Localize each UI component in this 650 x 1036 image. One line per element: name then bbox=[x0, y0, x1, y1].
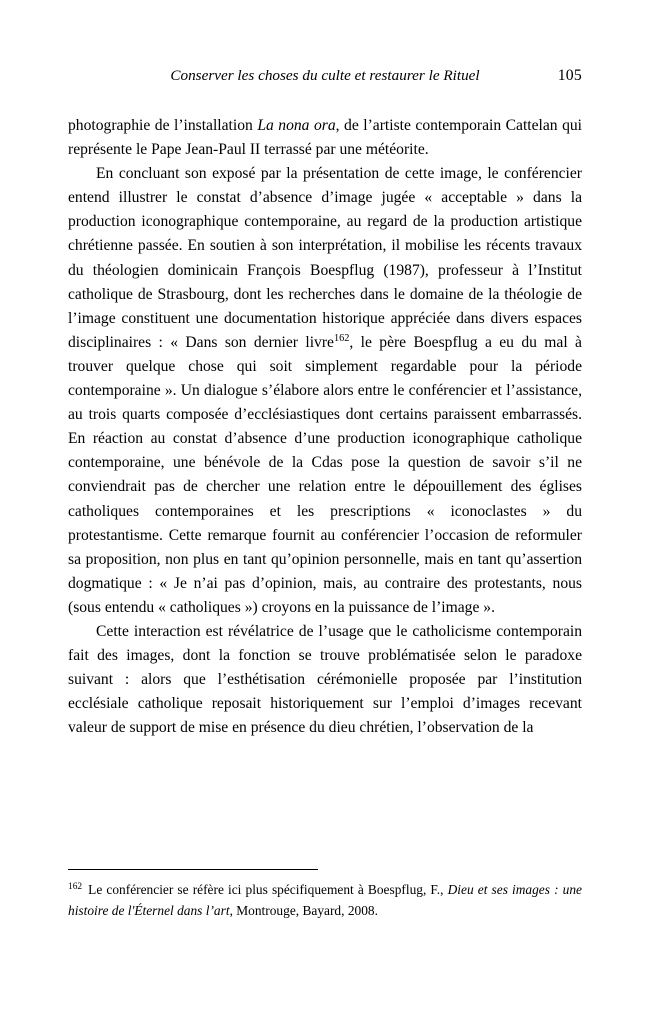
paragraph-3 bbox=[68, 620, 582, 740]
footnote-separator-rule bbox=[68, 869, 318, 870]
footnote-text bbox=[68, 882, 582, 918]
running-head-title: Conserver les choses du culte et restaurer le Rituel bbox=[170, 67, 480, 84]
text-run: photographie de l’installation bbox=[68, 117, 258, 134]
footnote-area bbox=[68, 869, 582, 921]
text-run: En concluant son exposé par la présentation de cette image, le conférencier entend illustrer le constat d’absence d’image jugée « acceptable » dans la production iconographique contemporaine, au regard de la production artistique chrétienne passée. En soutien à son interprétation, il mobilise les récents travaux du théologien dominicain François Boespflug (1987), professeur à l’Institut catholique de Strasbourg, dont les recherches dans le domaine de la théologie de l’image constituent une documentation historique appréciée dans divers espaces disciplinaires : « Dans son dernier livre bbox=[68, 165, 582, 351]
text-run: , de l’artiste contemporain Cattelan qui représente le Pape Jean-Paul II terrassé par une météorite. bbox=[68, 117, 583, 159]
paragraph-2 bbox=[68, 162, 582, 620]
italic-run: Dieu et ses images : une histoire de l'Éternel dans l’art bbox=[68, 882, 582, 919]
text-run: Le conférencier se réfère ici plus spécifiquement à Boespflug, F., bbox=[84, 882, 448, 897]
text-run: Cette interaction est révélatrice de l’usage que le catholicisme contemporain fait des images, dont la fonction se trouve problématisée selon le paradoxe suivant : alors que l’esthétisation cérémonielle proposée par l’institution ecclésiale catholique reposait historiquement sur l’emploi d’images recevant valeur de support de mise en présence du dieu chrétien, l’observation de la bbox=[68, 622, 582, 737]
text-run: , Montrouge, Bayard, 2008. bbox=[229, 903, 378, 919]
page-number: 105 bbox=[557, 67, 582, 84]
footnote-162 bbox=[68, 879, 582, 921]
body-text-column bbox=[68, 114, 582, 740]
paragraph-1 bbox=[68, 114, 582, 162]
text-run: , le père Boespflug a eu du mal à trouver quelque chose qui soit simplement regardable pour la période contemporaine ». Un dialogue s’élabore alors entre le conférencier et l’assistance, au trois quarts composée d’ecclésiastiques dont certains paraissent embarrassés. En réaction au constat d’absence d’une production iconographique catholique contemporaine, une bénévole de la Cdas pose la question de savoir s’il ne conviendrait pas de chercher une relation entre le dépouillement des églises catholiques contemporaines et les prescriptions « iconoclastes » du protestantisme. Cette remarque fournit au conférencier l’occasion de reformuler sa proposition, non plus en tant qu’opinion personnelle, mais en tant qu’assertion dogmatique : « Je n’ai pas d’opinion, mais, au contraire des protestants, nous (sous entendu « catholiques ») croyons en la puissance de l’image ». bbox=[68, 333, 582, 616]
running-head bbox=[68, 64, 582, 88]
footnote-reference[interactable]: 162 bbox=[333, 332, 350, 344]
italic-run: La nona ora bbox=[257, 117, 336, 134]
footnote-number: 162 bbox=[68, 881, 83, 892]
